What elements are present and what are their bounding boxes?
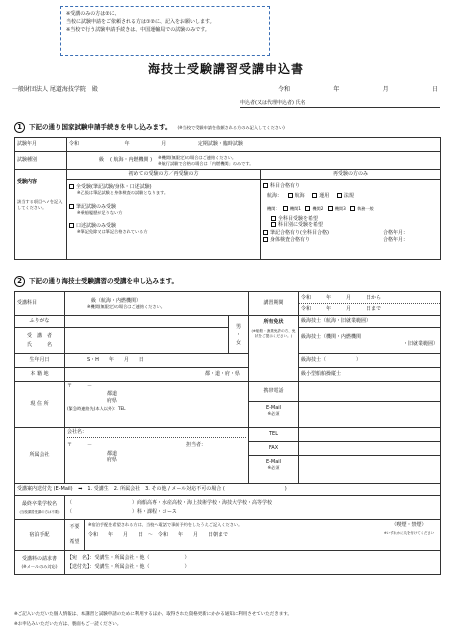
applicant-name-field[interactable] (240, 100, 440, 108)
exam-content-note: 該当する項目へ✓を記入してください。 (17, 199, 63, 210)
exam-date-field[interactable] (67, 138, 441, 152)
option-oral[interactable]: 口述試験のみ受験 (69, 223, 258, 229)
lodging-label: 宿泊手配 (15, 520, 65, 551)
company-name: 会社名： (67, 429, 246, 438)
section1-heading: 下記の通り国家試験申請手続きを申し込みます。 (29, 123, 172, 132)
lodging-smoke-note: ※いずれかに丸を付けてください (383, 531, 435, 536)
option-all[interactable]: 全受験(筆記試験/身体・口述試験) (69, 184, 258, 190)
mobile-label: 携帯電話 (249, 382, 298, 402)
option-oral-note: ※筆記免除又は筆記合格されている方 (77, 229, 148, 235)
lodging-none[interactable]: 不要 (69, 524, 80, 531)
course-note: ※機関(無限定)の場合はご連絡ください。 (87, 304, 165, 309)
furigana-input[interactable] (65, 316, 229, 328)
invoice-label-cell (15, 551, 65, 575)
checkbox-icon[interactable] (263, 230, 268, 235)
checkbox-icon[interactable] (337, 193, 342, 198)
retake-subject[interactable]: 科目合格有り (263, 183, 438, 189)
course-grade: 級（航海・内燃機関） (91, 297, 142, 304)
school-sub: (当校講習受講の方は不要) (19, 509, 60, 514)
invoice-sub: (※メールのみ対応) (21, 563, 58, 569)
name-label-cell (15, 328, 65, 354)
license-row-1[interactable]: 級海技士（航海・旧就業範囲） (299, 316, 441, 328)
notice-line-3: ※当校で行う試験申請手続きは、中国運輸局での試験のみです。 (66, 27, 210, 33)
contact-inputs[interactable] (299, 382, 441, 428)
company-contact-inputs[interactable] (299, 428, 441, 484)
period-label: 講習期間 (249, 292, 299, 316)
footer-see-back: ※お申込みいただいた方は、裏面もご一読ください。 (14, 622, 122, 627)
retake-eng-row: 機関： 機関1 機関2 機関3 執務一般 (267, 205, 374, 211)
section2-table (14, 291, 441, 575)
checkbox-icon[interactable] (69, 223, 74, 228)
fax-input[interactable] (299, 442, 440, 456)
retake-options (261, 180, 441, 260)
checkbox-icon[interactable] (271, 222, 276, 227)
period-to: 令和 年 月 日まで (301, 306, 382, 312)
section1-header (14, 122, 444, 133)
lodging-field[interactable] (65, 520, 441, 551)
invoice-label: 受講料の請求書 (21, 555, 57, 562)
section2-heading: 下記の通り海技士受験講習の受講を申し込みます。 (29, 277, 178, 286)
birth-label: 生年月日 (15, 354, 65, 368)
address-label: 現 住 所 (15, 382, 65, 428)
date-era: 令和 (278, 86, 291, 93)
section2-header (14, 276, 444, 287)
kind-note-1: ※機関(無限定)の場合はご連絡ください。 (158, 155, 237, 161)
license-row-2[interactable]: 級海技士（機関・内燃機関 ・旧就業範囲） (299, 328, 441, 354)
checkbox-icon[interactable] (271, 216, 276, 221)
company-email-required: ※必須 (267, 465, 280, 471)
fax-label: FAX (249, 442, 298, 456)
address-field[interactable]: 〒 － 都道 府県 (緊急時連絡先(本人以外)：TEL (65, 382, 249, 428)
applicant-name-label: 申込者(又は代理申込者) 氏名 (240, 100, 306, 106)
send-label: 受講案内送付先 (E-Mail) (17, 486, 73, 493)
checkbox-icon[interactable] (288, 193, 293, 198)
first-header: 初めての受験の方／再受験の方 (67, 170, 261, 180)
organization: 一般財団法人 尾道海技学院 殿 (12, 86, 98, 93)
exam-type: 定期試験・臨時試験 (197, 141, 243, 148)
email-required: ※必須 (267, 411, 280, 417)
company-contact-labels (249, 428, 299, 484)
retake-physical-pass[interactable]: 身体検査合格有り 合格年月： (263, 237, 438, 243)
date-month: 月 (382, 86, 389, 93)
date-year: 年 (333, 86, 340, 93)
option-written-note: ※乗船履歴が足りない方 (77, 209, 123, 215)
domicile-field[interactable]: 都・道・府・県 (65, 368, 249, 382)
application-date (278, 86, 438, 94)
send-options: ➡ 1. 受講生 2. 所属会社 3. その他 / メール対応不可の場合 ( ) (78, 486, 287, 493)
checkbox-icon[interactable] (263, 237, 268, 242)
birth-field[interactable]: S・H 年 月 日 (65, 354, 249, 368)
exam-content-label: 受験内容 (17, 179, 38, 185)
checkbox-icon[interactable] (69, 204, 74, 209)
exam-kind-label: 試験種別 (15, 152, 67, 170)
kind-detail: ( 航海・内燃機関 ) (110, 157, 153, 164)
school-row-2: （ ）科・課程・コース (67, 509, 177, 515)
exam-year: 年 (124, 141, 130, 148)
invoice-send: 【送付先】：受講生・所属会社・他（ ） (67, 564, 190, 570)
lodging-note: ※宿泊手配を希望される方は、当校へ電話で事前予約をしたうえご記入ください。 (88, 522, 243, 527)
checkbox-icon[interactable] (350, 206, 355, 211)
checkbox-icon[interactable] (305, 206, 310, 211)
course-field[interactable] (65, 292, 249, 316)
email-label: E-Mail (265, 405, 282, 411)
course-label: 受講科目 (15, 292, 65, 316)
name-label-2: 氏 名 (26, 341, 52, 348)
period-from: 令和 年 月 日から (299, 293, 440, 304)
school-row-1: （ ）商船高専・水産高校・海上技術学校・海技大学校・高等学校 (67, 499, 273, 506)
tel-input[interactable] (299, 428, 440, 442)
contact-labels (249, 382, 299, 428)
invoice-address: 【宛 名】：受講生・所属会社・他（ ） (67, 554, 190, 561)
section1-table (14, 137, 441, 260)
exam-content-label-cell (15, 170, 67, 260)
exam-month: 月 (161, 141, 167, 148)
lodging-want[interactable]: 希望 (69, 539, 80, 546)
retake-header: 再受験の方のみ (261, 170, 441, 180)
checkbox-icon[interactable] (263, 183, 268, 188)
first-options (67, 180, 261, 260)
period-field[interactable] (299, 292, 441, 316)
emergency-contact: (緊急時連絡先(本人以外)：TEL (67, 405, 126, 411)
form-title: 海技士受験講習受講申込書 (147, 62, 304, 76)
company-label: 所属会社 (15, 428, 65, 484)
retake-written-pass[interactable]: 筆記合格有り(全科目合格) 合格年月： (263, 230, 438, 236)
school-label: 最終卒業学校名 (21, 500, 57, 507)
footer-privacy: ※ご記入いただいた個人情報は、本講習と試験申請のために利用するほか、取得された資格更新にかかる通知に利用させていただきます。 (14, 612, 292, 617)
lodging-choice[interactable] (65, 520, 85, 550)
license-row-3[interactable]: 級海技士（ ） (299, 354, 441, 368)
retake-all-subjects[interactable]: 全科目受験を希望 (271, 216, 438, 222)
checkbox-icon[interactable] (312, 193, 317, 198)
date-day: 日 (431, 86, 438, 93)
lodging-smoke[interactable]: （喫煙・禁煙） (391, 522, 427, 528)
contact-person: 担当者： (185, 442, 206, 449)
notice-line-2: 当校に試験申請をご依頼される方は①②に、記入をお願いします。 (66, 19, 215, 25)
checkbox-icon[interactable] (69, 184, 74, 189)
license-label: 所有免状 (263, 319, 284, 325)
school-label-cell (15, 496, 65, 520)
company-postal: 〒 － (67, 442, 93, 449)
postal-code: 〒 － (67, 383, 93, 389)
lodging-dates: 令和 年 月 日 ～ 令和 年 月 日朝まで (88, 532, 229, 539)
exam-era: 令和 (69, 141, 80, 148)
mobile-input[interactable] (299, 382, 440, 402)
license-label-cell (249, 316, 299, 382)
company-field[interactable]: 会社名： 〒 － 担当者： 都道 府県 (65, 428, 249, 484)
domicile-label: 本 籍 地 (15, 368, 65, 382)
name-label-1: 受 講 者 (26, 332, 52, 339)
gender-select[interactable]: 男 ・ 女 (229, 316, 249, 354)
tel-label: TEL (249, 428, 298, 442)
option-written[interactable]: 筆記試験のみ受験 (69, 204, 258, 210)
notice-line-1: ※受講のみの方は②に、 (66, 11, 120, 17)
invoice-field[interactable] (65, 551, 441, 575)
section1-number: 1 (14, 122, 25, 133)
exam-date-label: 試験年月 (15, 138, 67, 152)
checkbox-icon[interactable] (283, 206, 288, 211)
kind-grade: 級 (99, 157, 105, 164)
retake-subject-only[interactable]: 科目別に受験を希望 (271, 222, 438, 228)
kind-note-2: ※航行試験で合格の場合は「内燃機関」のみです。 (158, 160, 254, 166)
license-sub: (※船舶・漁業免許の方、免状をご提示ください。) (251, 329, 296, 338)
section2-number: 2 (14, 276, 25, 287)
send-to-row[interactable] (15, 484, 441, 496)
option-all-note: ※乙級は筆記試験と身体検査の試験となります。 (77, 190, 169, 196)
notice-box (60, 6, 270, 56)
checkbox-icon[interactable] (328, 206, 333, 211)
furigana-label: ふりがな (15, 316, 65, 328)
section1-note: (※当校で受験申請を依頼される方のみ記入してください) (177, 124, 285, 130)
school-field[interactable] (65, 496, 441, 520)
retake-nav-row: 航海： 航海 運用 法規 (267, 193, 354, 200)
exam-kind-field[interactable] (67, 152, 441, 170)
company-email-label: E-Mail (265, 459, 282, 465)
name-input[interactable] (65, 328, 229, 354)
license-row-4[interactable]: 級小型船舶操縦士 (299, 368, 441, 382)
